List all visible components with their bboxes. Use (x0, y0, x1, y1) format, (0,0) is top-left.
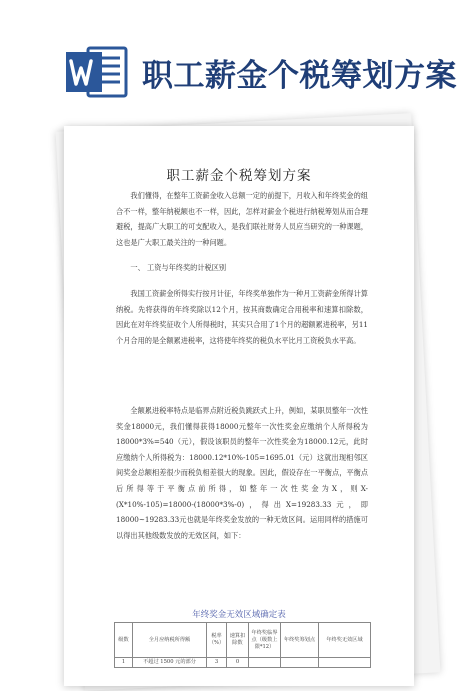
table-cell: 不超过 1500 元的部分 (133, 658, 207, 668)
document-page (64, 126, 414, 686)
table-header-cell: 级数 (115, 623, 133, 658)
table-row (115, 658, 371, 668)
table-cell: 0 (227, 658, 249, 668)
document-title: 职工薪金个税筹划方案 (166, 168, 312, 184)
table-header-row (115, 623, 371, 658)
intro-paragraph: 我们懂得，在整年工资薪金收入总额一定的前提下，月收入和年终奖金的组合不一样，整年纳税额也不一样，因此，怎样对薪金个税进行纳税筹划从而合理避税，提高广大职工的可支配收入，是我们联社财务人员应当研究的一种课题，这也是广大职工最关注的一种问题。 (116, 191, 368, 247)
table-header-cell: 年终奖筹划点 (281, 623, 319, 658)
table-cell (281, 658, 319, 668)
table-cell (319, 658, 371, 668)
table-header-cell: 速算扣除数 (227, 623, 249, 658)
table-header-cell: 全月应纳税所得额 (133, 623, 207, 658)
section-heading: 一、 工资与年终奖的计税区别 (130, 263, 227, 272)
table-header-cell: 年终奖无效区域 (319, 623, 371, 658)
table-cell (249, 658, 281, 668)
section-paragraph-1: 我国工资薪金所得实行按月计征，年终奖单独作为一种月工资薪金所得计算纳税。先将获得的年终奖除以12个月，按其商数确定合用税率和速算扣除数，因此在对年终奖征收个人所得税时，其实只合用了1个月的超额累进税率，另11个月合用的是全额累进税率，这将使年终奖的税负水平比月工资税负水平高。 (116, 289, 368, 345)
tax-table (114, 622, 371, 668)
word-document-icon (66, 44, 128, 100)
table-header-cell: 年终奖临界点（级数上限*12） (249, 623, 281, 658)
table-cell: 3 (207, 658, 227, 668)
table-title: 年终奖金无效区域确定表 (192, 610, 286, 620)
table-header-cell: 税率（%） (207, 623, 227, 658)
section-paragraph-2: 全额累进税率特点是临界点附近税负跳跃式上升，例如，某职员整年一次性奖金18000元，我们懂得获得18000元整年一次性奖金应缴纳个人所得税为18000*3%=540（元），假设该职员的整年一次性奖金为18000.12元，此时应缴纳个人所得税为：18000.12*10%-105=1695.01（元）这就出现相邻区间奖金总额相差很少而税负相差很大的现象。因此，假设存在一平衡点，平衡点后所得等于平衡点前所得，如整年一次性奖金为X，则X-(X*10%-105)=18000-(18000*3%-0)，得出X=19283.33元，即18000~19283.33元也就是年终奖金发放的一种无效区间。运用同样的措施可以得出其他级数发放的无效区间，如下： (116, 406, 368, 540)
table-cell: 1 (115, 658, 133, 668)
header-banner (0, 0, 474, 100)
banner-title: 职工薪金个税筹划方案 (142, 58, 457, 94)
